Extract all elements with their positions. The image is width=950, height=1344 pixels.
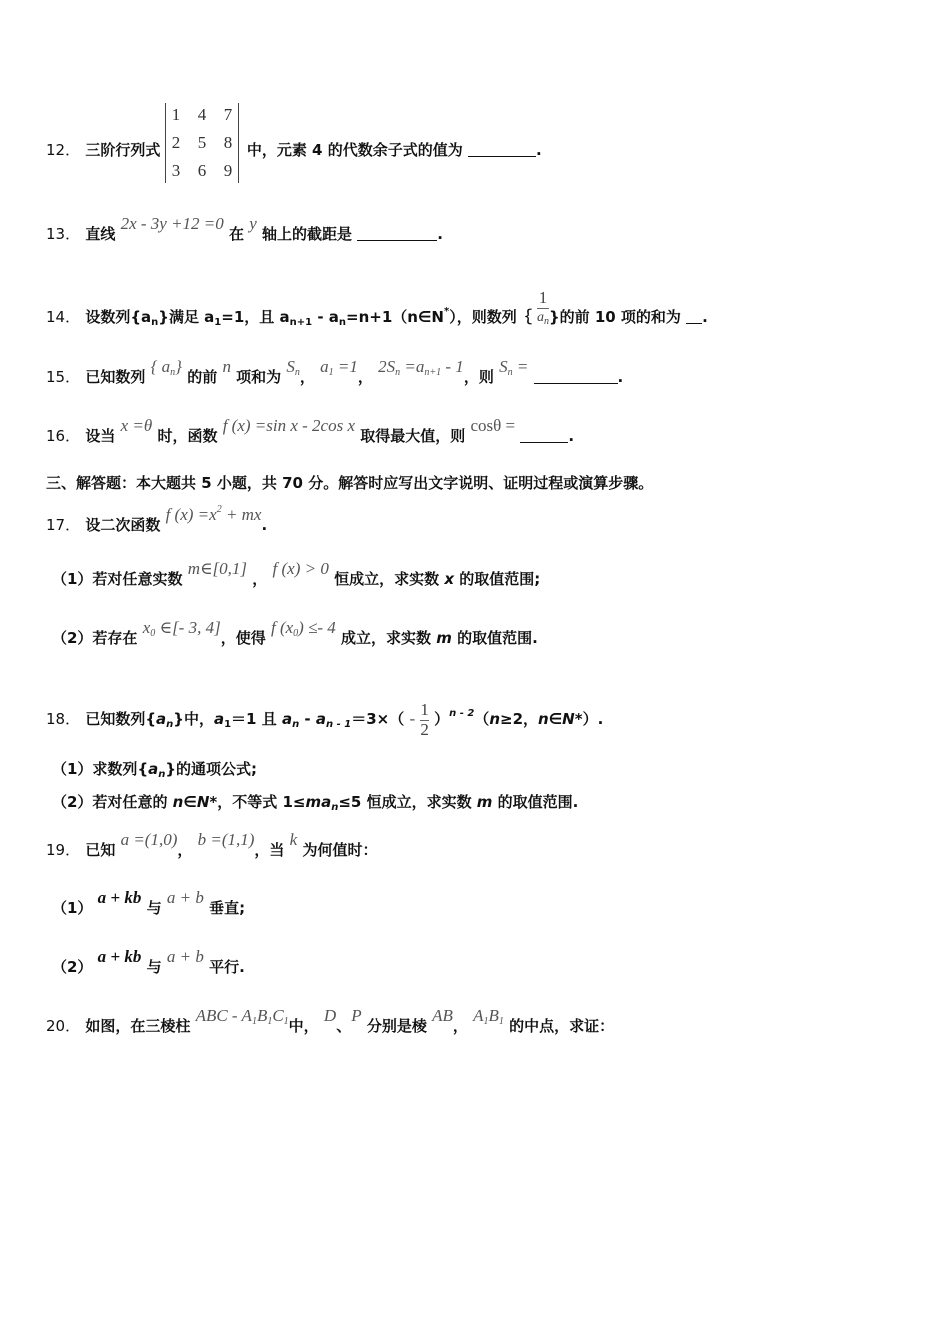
question-number: 18． [46, 710, 81, 728]
question-number: 15． [46, 368, 81, 386]
question-12: 12． 三阶行列式 中，元素 4 的代数余子式的值为 . [46, 141, 542, 159]
question-17-part-2: （2）若存在 $x_0$ ∈[- 3, 4]，使得 f $(x_0) \le- 4$ 成立，求实数 m 的取值范围. [52, 618, 538, 647]
answer-blank [357, 226, 437, 241]
question-text: 中，元素 4 的代数余子式的值为 [246, 141, 463, 159]
question-16: 16． 设当 x =θ 时，函数 f (x) =sin x - 2cos x 取得最大值，则 cosθ = . [46, 416, 575, 445]
variable: y [249, 214, 257, 233]
function-expression: f (x) =sin x - 2cos x [222, 416, 356, 435]
answer-blank [534, 369, 618, 384]
sequence-notation: { $a_n$} [150, 357, 182, 378]
matrix-cell: 8 [223, 133, 233, 152]
question-number: 16． [46, 427, 81, 445]
question-14: 14． 设数列$\{a_n\}$满足 $a_1=1$，且 $a_{n+1}$ - $a_n=n+1(n\in N^*)$，则数列｛ $\frac{1}{a_n}$ }的前 10 项的和为 . [46, 296, 708, 339]
answer-blank [520, 428, 568, 443]
matrix-cell: 3 [171, 161, 181, 180]
question-17: 17． 设二次函数 f $(x) =x^2$ + mx. [46, 504, 268, 534]
fraction: $\frac{1}{2}$ [420, 700, 429, 739]
matrix-cell: 4 [197, 105, 207, 124]
matrix-cell: 7 [223, 105, 233, 124]
fraction: $\frac{1}{a_n}$ [537, 288, 549, 331]
question-18: 18． 已知数列$\{a_n\}$中，$a_1=1$ 且 $a_n - a_{n - 1}=3\times$（ - $\frac{1}{2}$ ）$^{n - 2}$（n≥2，n∈N*）. [46, 700, 604, 739]
question-18-part-2: （2）若对任意的 n∈N*，不等式 $1\le ma_n\le 5$ 恒成立，求实数 m 的取值范围. [52, 793, 579, 813]
question-20: 20． 如图，在三棱柱 ABC - $A_1B_1C_1$中， D、P 分别是棱 AB， $A_1B_1$ 的中点，求证： [46, 1006, 615, 1035]
question-number: 19． [46, 841, 81, 859]
question-15: 15． 已知数列 { $a_n$} 的前 n 项和为 $S_n$， $a_1 =1$， $2S_n =a_{n+1} - 1$，则 $S_n$ = . [46, 357, 624, 386]
prism-notation: ABC - $A_1B_1C_1$ [195, 1006, 289, 1027]
answer-blank [468, 142, 536, 157]
matrix-cell: 1 [171, 105, 181, 124]
function-expression: f $(x) =x^2$ + mx [165, 504, 262, 524]
question-number: 17． [46, 516, 81, 534]
matrix-cell: 9 [223, 161, 233, 180]
answer-blank [686, 309, 702, 324]
section-header: 三、解答题：本大题共 5 小题，共 70 分。解答时应写出文字说明、证明过程或演算步骤。 [46, 474, 654, 492]
matrix-cell: 6 [197, 161, 207, 180]
matrix-cell: 2 [171, 133, 181, 152]
question-number: 20． [46, 1017, 81, 1035]
question-13: 13． 直线 2x - 3y +12 =0 在 y 轴上的截距是 . [46, 214, 443, 243]
question-17-part-1: （1）若对任意实数 m∈[0,1] ， f (x) > 0 恒成立，求实数 x 的取值范围; [52, 559, 541, 588]
question-text: 三阶行列式 [85, 141, 161, 159]
matrix-cell: 5 [197, 133, 207, 152]
question-number: 14． [46, 308, 81, 326]
vector-b: b =(1,1) [197, 830, 255, 849]
vector-a: a =(1,0) [120, 830, 178, 849]
question-number: 12． [46, 141, 81, 159]
question-number: 13． [46, 225, 81, 243]
question-19-part-1: （1） a + kb 与 a + b 垂直; [52, 888, 246, 917]
line-equation: 2x - 3y +12 =0 [120, 214, 224, 233]
question-19-part-2: （2） a + kb 与 a + b 平行. [52, 947, 245, 976]
determinant-matrix [165, 103, 239, 183]
question-18-part-1: （1）求数列$\{a_n\}$的通项公式; [52, 760, 258, 780]
question-19: 19． 已知 a =(1,0)， b =(1,1)，当 k 为何值时： [46, 830, 378, 859]
